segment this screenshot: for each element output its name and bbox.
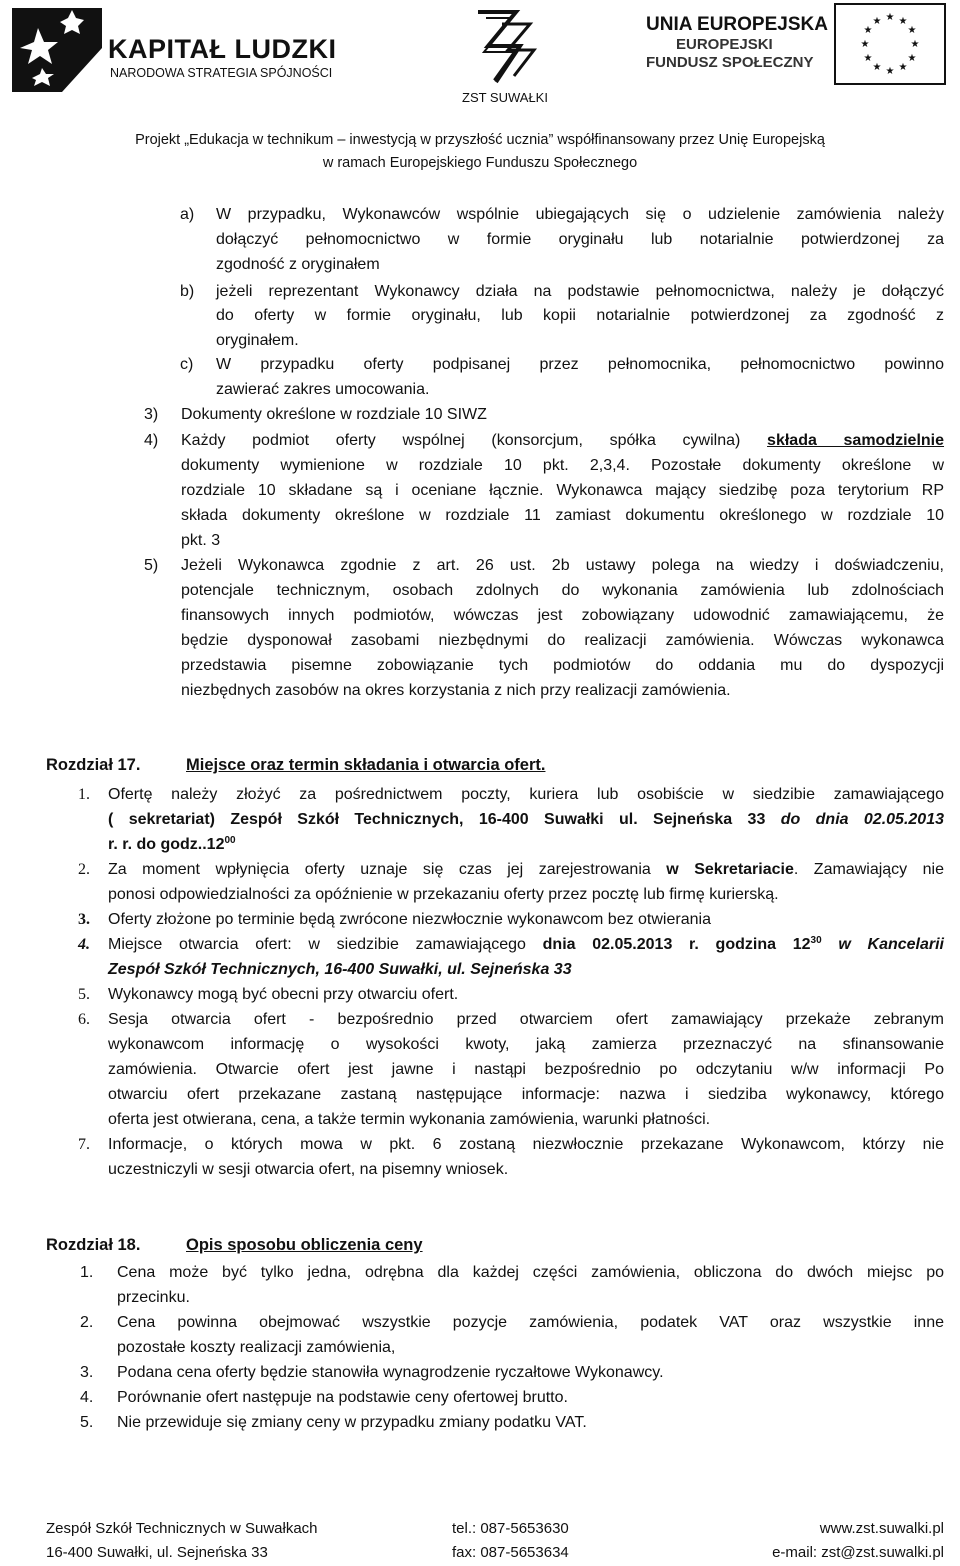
point-5-line: będzie dysponował zasobami niezbędnymi do realizacji zamówienia. Wówczas wykonawca: [181, 632, 944, 649]
ch17-item-line: r. r. do godz..12$^{00}$: [108, 835, 236, 853]
ch17-item-number: 3.: [78, 911, 90, 928]
ch17-item-line: Za moment wpłynięcia oferty uznaje się czas jej zarejestrowania w Sekretariacie. Zamawiający nie: [108, 861, 945, 878]
ch17-item-line: oferta jest otwierana, cena, a także termin wykonania zamówienia, warunki płatności.: [108, 1111, 711, 1128]
ch18-item-number: 3.: [80, 1364, 94, 1381]
ch18-item-number: 1.: [80, 1264, 94, 1281]
zst-logo-label: ZST SUWAŁKI: [462, 90, 548, 105]
ch17-item-line: Oferty złożone po terminie będą zwrócone niezwłocznie wykonawcom bez otwierania: [108, 911, 711, 928]
item-c-line: W przypadku oferty podpisanej przez pełnomocnika, pełnomocnictwo powinno: [216, 356, 944, 373]
ch18-item-number: 4.: [80, 1389, 94, 1406]
eu-fund-line2: FUNDUSZ SPOŁECZNY: [646, 54, 814, 71]
ch17-item-number: 6.: [78, 1011, 90, 1028]
point-5-line: Jeżeli Wykonawca zgodnie z art. 26 ust. 2b ustawy polega na wiedzy i doświadczeniu,: [181, 557, 944, 574]
svg-text:★: ★: [898, 16, 908, 27]
item-b-line: do oferty w formie oryginału, lub kopii notarialnie potwierdzonej za zgodność z: [216, 307, 944, 324]
item-c-line: zawierać zakres umocowania.: [216, 381, 430, 398]
svg-text:★: ★: [885, 66, 895, 77]
ch18-item-line: Cena powinna obejmować wszystkie pozycje zamówienia, podatek VAT oraz wszystkie inne: [117, 1314, 944, 1331]
ch18-item-line: Podana cena oferty będzie stanowiła wynagrodzenie ryczałtowe Wykonawcy.: [117, 1364, 664, 1381]
ch17-item-line: ponosi odpowiedzialności za opóźnienie w przekazaniu oferty przez pocztę lub firmę kurierską.: [108, 886, 779, 903]
item-c-number: c): [180, 356, 194, 373]
point-5-line: przedstawia pisemne zobowiązanie tych podmiotów do oddania mu do dyspozycji: [181, 657, 944, 674]
ch18-item-line: Nie przewiduje się zmiany ceny w przypadku zmiany podatku VAT.: [117, 1414, 587, 1431]
footer-fax: fax: 087-5653634: [452, 1544, 569, 1561]
point-3-line: Dokumenty określone w rozdziale 10 SIWZ: [181, 406, 487, 423]
point-4-line: Każdy podmiot oferty wspólnej (konsorcjum, spółka cywilna) składa samodzielnie: [181, 432, 945, 449]
ch17-item-line: uczestniczyli w sesji otwarcia ofert, na pisemny wniosek.: [108, 1161, 509, 1178]
point-4-line: dokumenty wymienione w rozdziale 10 pkt. 2,3,4. Pozostałe dokumenty określone w: [181, 457, 944, 474]
ch17-item-line: Miejsce otwarcia ofert: w siedzibie zamawiającego dnia 02.05.2013 r. godzina $12^{30}$ w Kancelarii: [108, 935, 945, 953]
ch18-item-number: 5.: [80, 1414, 94, 1431]
emphasis-text: składa samodzielnie: [767, 432, 945, 449]
point-5-line: finansowych innych podmiotów, wówczas jest zobowiązany udowodnić zamawiającemu, że: [181, 607, 944, 624]
svg-text:★: ★: [860, 39, 870, 50]
ch17-item-number: 5.: [78, 986, 90, 1003]
footer-email-link[interactable]: e-mail: zst@zst.suwalki.pl: [772, 1544, 944, 1561]
svg-text:★: ★: [885, 12, 895, 23]
kapital-ludzki-subtitle: NARODOWA STRATEGIA SPÓJNOŚCI: [110, 66, 333, 80]
ch17-item-line: otwarciu ofert przekazane zastaną następujące informacje: nazwa i siedziba wykonawcy, którego: [108, 1086, 944, 1103]
ch18-item-number: 2.: [80, 1314, 94, 1331]
item-a-line: dołączyć pełnomocnictwo w formie oryginału lub notarialnie potwierdzonej za: [216, 231, 944, 248]
point-4-line: rozdziale 10 składane są i oceniane łącznie. Wykonawca mający siedzibę poza terytorium RP: [181, 482, 944, 499]
ch17-item-line: wykonawcom informację o wysokości kwoty, jaką zamierza przeznaczyć na sfinansowanie: [108, 1036, 944, 1053]
footer-website-link[interactable]: www.zst.suwalki.pl: [819, 1520, 944, 1537]
chapter-18-label: Rozdział 18.: [46, 1236, 141, 1254]
zst-suwalki-logo-icon: [468, 6, 540, 86]
point-5-number: 5): [144, 557, 159, 574]
ch17-item-line: Zespół Szkół Technicznych, 16-400 Suwałki, ul. Sejneńska 33: [108, 961, 572, 978]
project-line-2: w ramach Europejskiego Funduszu Społecznego: [322, 155, 638, 171]
svg-text:★: ★: [863, 53, 873, 64]
project-line-1: Projekt „Edukacja w technikum – inwestycją w przyszłość ucznia” współfinansowany przez Unię Europejską: [135, 132, 825, 148]
ch18-item-line: Porównanie ofert następuje na podstawie ceny ofertowej brutto.: [117, 1389, 568, 1406]
item-a-line: zgodność z oryginałem: [216, 256, 380, 273]
eu-flag-icon: [834, 3, 946, 85]
ch17-item-line: ( sekretariat) Zespół Szkół Technicznych, 16-400 Suwałki ul. Sejneńska 33 do dnia 02.05.2013: [108, 811, 944, 828]
ch18-item-line: przecinku.: [117, 1289, 190, 1306]
chapter-17-label: Rozdział 17.: [46, 756, 141, 774]
ch17-item-number: 2.: [78, 861, 90, 878]
ch17-item-line: Informacje, o których mowa w pkt. 6 zostaną niezwłocznie przekazane Wykonawcom, którzy nie: [108, 1136, 944, 1153]
ch17-item-line: zamówienia. Otwarcie ofert jest jawne i nastąpi bezpośrednio po odczytaniu w/w informacji Po: [108, 1061, 944, 1078]
eu-title: UNIA EUROPEJSKA: [646, 14, 828, 35]
footer-school-name: Zespół Szkół Technicznych w Suwałkach: [46, 1520, 318, 1537]
ch17-item-line: Sesja otwarcia ofert - bezpośrednio przed otwarciem ofert zamawiający przekaże zebranym: [108, 1011, 944, 1028]
svg-text:★: ★: [907, 25, 917, 36]
ch17-item-number: 1.: [78, 786, 90, 803]
item-b-line: jeżeli reprezentant Wykonawcy działa na podstawie pełnomocnictwa, należy je dołączyć: [216, 283, 944, 300]
ch18-item-line: Cena może być tylko jedna, odrębna dla każdej części zamówienia, obliczona do dwóch miejsc po: [117, 1264, 944, 1281]
footer-address: 16-400 Suwałki, ul. Sejneńska 33: [46, 1544, 268, 1561]
eu-fund-line1: EUROPEJSKI: [676, 36, 773, 53]
point-5-line: niezbędnych zasobów na okres korzystania z nich przy realizacji zamówienia.: [181, 682, 731, 699]
ch17-item-number: 4.: [78, 936, 90, 953]
footer-phone: tel.: 087-5653630: [452, 1520, 569, 1537]
kapital-ludzki-logo-icon: [12, 8, 102, 92]
svg-text:★: ★: [898, 62, 908, 73]
ch17-item-number: 7.: [78, 1136, 90, 1153]
point-3-number: 3): [144, 406, 159, 423]
svg-text:★: ★: [910, 39, 920, 50]
item-b-number: b): [180, 283, 195, 300]
item-a-number: a): [180, 206, 195, 223]
svg-text:★: ★: [863, 25, 873, 36]
item-a-line: W przypadku, Wykonawców wspólnie ubiegających się o udzielenie zamówienia należy: [216, 206, 944, 223]
item-b-line: oryginałem.: [216, 332, 299, 349]
svg-text:★: ★: [872, 16, 882, 27]
point-4-line: składa dokumenty określone w rozdziale 11 zamiast dokumentu określonego w rozdziale 10: [181, 507, 944, 524]
point-4-line: pkt. 3: [181, 532, 221, 549]
point-4-number: 4): [144, 432, 159, 449]
kapital-ludzki-title: KAPITAŁ LUDZKI: [108, 34, 337, 64]
chapter-17-title: Miejsce oraz termin składania i otwarcia ofert.: [186, 756, 546, 774]
svg-text:★: ★: [907, 53, 917, 64]
ch17-item-line: Ofertę należy złożyć za pośrednictwem poczty, kuriera lub osobiście w siedzibie zamawiającego: [108, 786, 944, 803]
ch18-item-line: pozostałe koszty realizacji zamówienia,: [117, 1339, 396, 1356]
ch17-item-line: Wykonawcy mogą być obecni przy otwarciu ofert.: [108, 986, 459, 1003]
chapter-18-title: Opis sposobu obliczenia ceny: [186, 1236, 423, 1254]
point-5-line: potencjale technicznym, osobach zdolnych do wykonania zamówienia lub zdolnościach: [181, 582, 944, 599]
svg-text:★: ★: [872, 62, 882, 73]
